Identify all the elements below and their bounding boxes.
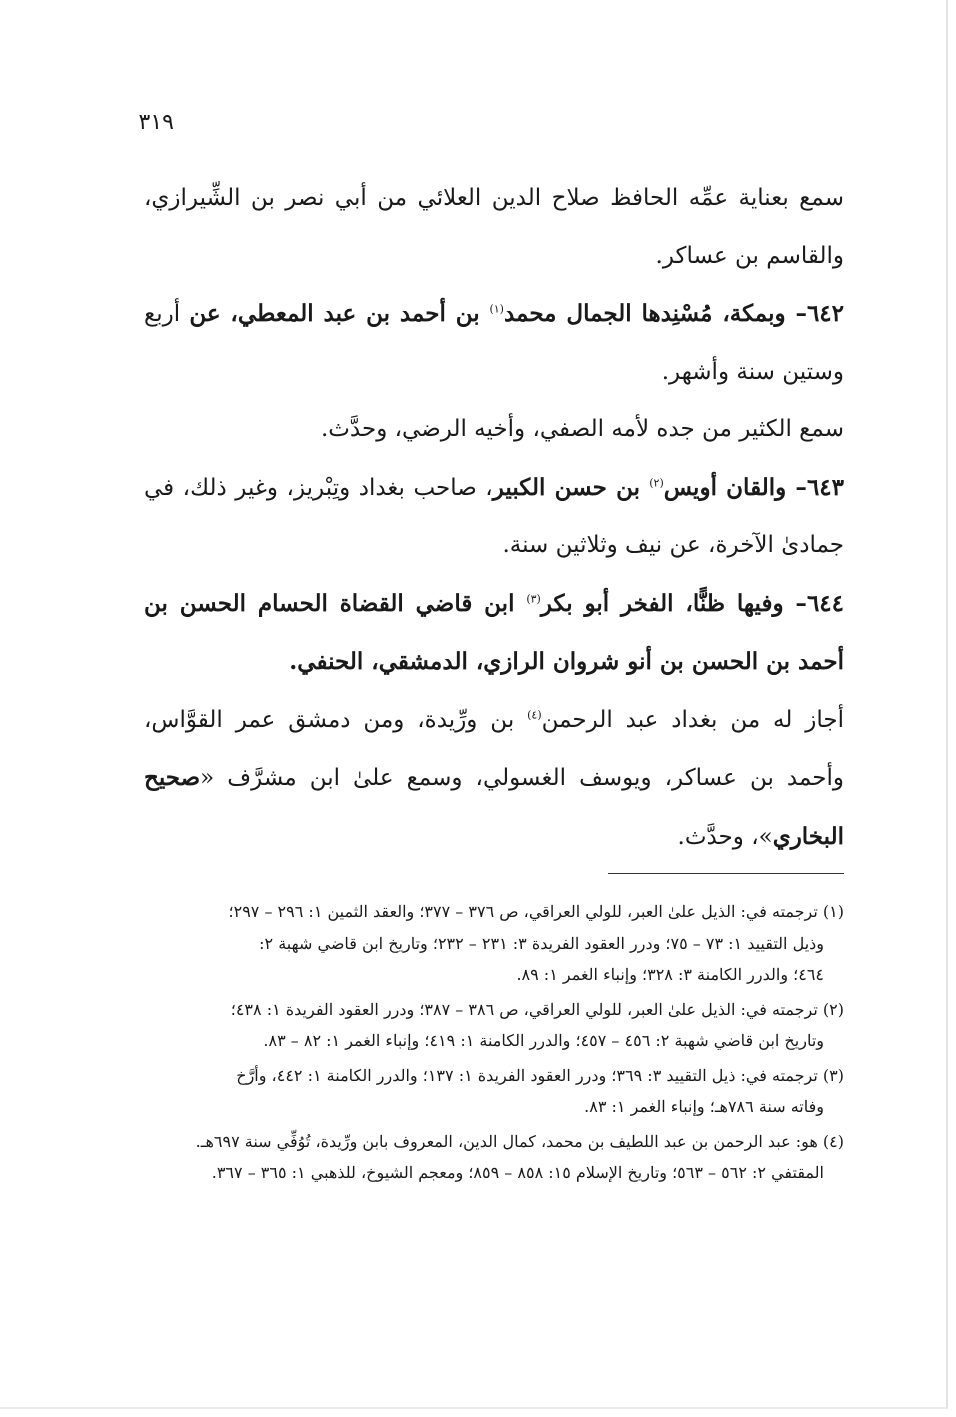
text-run: سمع الكثير من جده لأمه الصفي، وأخيه الرضي، وحدَّث.: [320, 416, 844, 442]
paragraph-heading-continuation: [144, 170, 844, 285]
footnotes: [134, 896, 844, 1192]
footnote-ref: (٣): [526, 591, 541, 605]
bold-text: بن أحمد بن عبد المعطي، عن: [189, 300, 490, 327]
footnote-line: المقتفي ٢: ٥٦٢ – ٥٦٣؛ وتاريخ الإسلام ١٥: ٨٥٨ – ٨٥٩؛ ومعجم الشيوخ، للذهبي ١: ٣٦٥ – ٣٦٧.: [211, 1163, 824, 1182]
footnote-line: (١) ترجمته في: الذيل علىٰ العبر، للولي العراقي، ص ٣٧٦ – ٣٧٧؛ والعقد الثمين ١: ٢٩٦ – ٢٩٧؛: [228, 902, 844, 921]
footnote-ref: (١): [489, 302, 504, 316]
footnote-2: [134, 994, 844, 1057]
bold-text: ٦٤٢– وبمكة،: [712, 300, 845, 327]
footnote-divider: [608, 873, 844, 874]
footnote-4: [134, 1126, 844, 1189]
footnote-line: وتاريخ ابن قاضي شهبة ٢: ٤٥٦ – ٤٥٧؛ والدرر الكامنة ١: ٤١٩؛ وإنباء الغمر ١: ٨٢ – ٨٣.: [263, 1031, 824, 1050]
text-run: سمع بعناية عمِّه الحافظ صلاح الدين العلائي من أبي نصر بن الشِّيرازي، والقاسم بن عساكر.: [144, 185, 844, 269]
bold-text: ابن قاضي القضاة الحسام الحسن بن أحمد بن الحسن بن أنو شروان الرازي، الدمشقي، الحنفي.: [144, 589, 844, 675]
text-run: أربع وستين سنة وأشهر.: [144, 301, 844, 385]
paragraph-644-detail: [144, 692, 844, 867]
footnote-line: وفاته سنة ٧٨٦هـ؛ وإنباء الغمر ١: ٨٣.: [584, 1097, 824, 1116]
footnote-ref: (٤): [527, 707, 542, 721]
text-run: ، صاحب بغداد وتِبْريز، وغير ذلك، في جمادىٰ الآخرة، عن نيف وثلاثين سنة.: [144, 474, 844, 558]
bold-text: مُسْنِدها الجمال محمد: [503, 300, 713, 327]
footnote-ref: (٢): [649, 475, 664, 489]
footnote-line: وذيل التقييد ١: ٧٣ – ٧٥؛ ودرر العقود الفريدة ٣: ٢٣١ – ٢٣٢؛ وتاريخ ابن قاضي شهبة ٢:: [259, 933, 824, 953]
bold-text: بن حسن الكبير: [492, 473, 650, 501]
entry-642: [144, 285, 844, 401]
footnote-line: (٣) ترجمته في: ذيل التقييد ٣: ٣٦٩؛ ودرر العقود الفريدة ١: ١٣٧؛ والدرر الكامنة ١: ٤٤٢، وأرَّخ: [236, 1065, 844, 1085]
footnote-line: ٤٦٤؛ والدرر الكامنة ٣: ٣٢٨؛ وإنباء الغمر ١: ٨٩.: [516, 965, 824, 984]
footnote-line: (٢) ترجمته في: الذيل علىٰ العبر، للولي العراقي، ص ٣٨٦ – ٣٨٧؛ ودرر العقود الفريدة ١: ٤٣٨؛: [230, 999, 844, 1019]
footnote-line: (٤) هو: عبد الرحمن بن عبد اللطيف بن محمد، كمال الدين، المعروف بابن ورِّيدة، تُوُفِّي سنة ٦٩٧هـ.: [195, 1131, 844, 1151]
text-run: »، وحدَّث.: [677, 823, 773, 850]
footnote-1: [134, 896, 844, 991]
bold-text: ٦٤٤– وفيها ظنًّا، الفخر أبو بكر: [540, 589, 844, 617]
footnote-3: [134, 1060, 844, 1123]
page-number: ٣١٩: [138, 110, 174, 135]
text-run: أجاز له من بغداد عبد الرحمن: [541, 706, 844, 733]
main-text: [144, 170, 844, 866]
bold-text: صحيح البخاري: [144, 764, 844, 850]
bold-text: ٦٤٣– والقان أويس: [663, 473, 844, 501]
entry-643: [144, 459, 844, 575]
text-run: بن ورِّيدة، ومن دمشق عمر القوَّاس، وأحمد بن عساكر، ويوسف الغسولي، وسمع علىٰ ابن مشرَّف «: [144, 706, 844, 791]
paragraph-642-detail: [144, 401, 844, 459]
entry-644: [144, 575, 844, 692]
